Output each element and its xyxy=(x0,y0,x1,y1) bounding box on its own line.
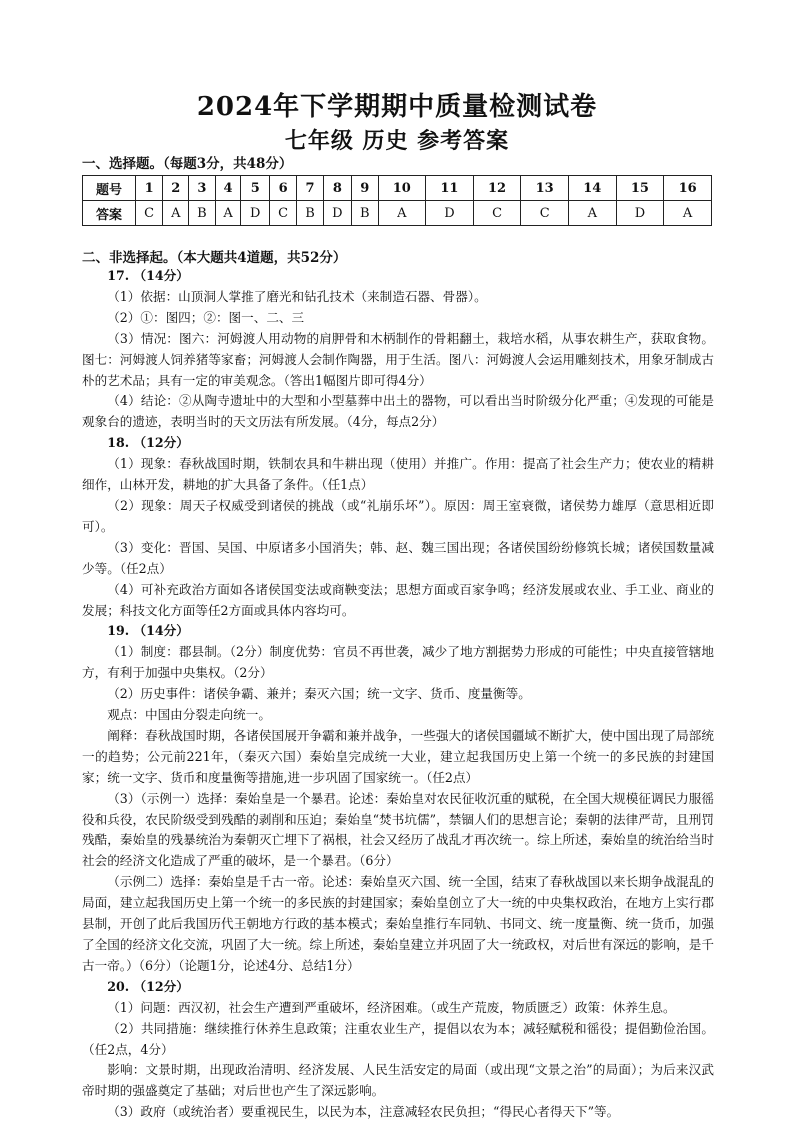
answer-content xyxy=(82,266,714,1123)
row-label-numbers: 题号 xyxy=(83,176,136,201)
section1-heading: 一、选择题。（每题3分，共48分） xyxy=(82,156,293,172)
question-heading: 18. （12分） xyxy=(107,435,189,451)
question-number-cell: 11 xyxy=(426,176,474,201)
question-number-cell: 16 xyxy=(664,176,712,201)
question-number-cell: 3 xyxy=(189,176,215,201)
answer-paragraph: （3）变化：晋国、吴国、中原诸多小国消失；韩、赵、魏三国出现；各诸侯国纷纷修筑长城；诸侯国数量减少等。（任2点） xyxy=(82,539,714,576)
answer-cell: A xyxy=(215,201,241,226)
answer-paragraph: （2）现象：周天子权威受到诸侯的挑战（或“礼崩乐坏”）。原因：周王室衰微，诸侯势力雄厚（意思相近即可）。 xyxy=(82,497,714,534)
answer-paragraph: （1）现象：春秋战国时期，铁制农具和牛耕出现（使用）并推广。作用：提高了社会生产力；使农业的精耕细作，山林开发，耕地的扩大具备了条件。（任1点） xyxy=(82,456,714,493)
section2-heading: 二、非选择起。（本大题共4道题，共52分） xyxy=(82,250,347,266)
answer-paragraph: （2）历史事件：诸侯争霸、兼并；秦灭六国；统一文字、货币、度量衡等。 xyxy=(107,686,531,702)
answer-paragraph: （1）制度：郡县制。（2分）制度优势：官员不再世袭，减少了地方割据势力形成的可能性；中央直接管辖地方，有利于加强中央集权。（2分） xyxy=(82,644,714,681)
question-number-cell: 4 xyxy=(215,176,241,201)
page-subtitle: 七年级 历史 参考答案 xyxy=(284,128,510,154)
answer-cell: A xyxy=(163,201,189,226)
answer-cell: D xyxy=(241,201,270,226)
row-label-answers: 答案 xyxy=(83,201,136,226)
answer-paragraph: 阐释：春秋战国时期，各诸侯国展开争霸和兼并战争，一些强大的诸侯国疆域不断扩大，使中国出现了局部统一的趋势；公元前221年，（秦灭六国）秦始皇完成统一大业，建立起我国历史上第一个统一的多民族的封建国家；统一文字、货币和度量衡等措施,进一步巩固了国家统一。（任2点） xyxy=(82,727,714,785)
question-number-cell: 9 xyxy=(352,176,378,201)
answer-paragraph: （1）依据：山顶洞人掌推了磨光和钻孔技术（来制造石器、骨器）。 xyxy=(107,288,487,304)
answer-paragraph: 观点：中国由分裂走向统一。 xyxy=(107,707,271,723)
answer-cell: C xyxy=(473,201,521,226)
answer-cell: B xyxy=(297,201,323,226)
page-title: 2024年下学期期中质量检测试卷 xyxy=(196,92,598,122)
question-number-cell: 10 xyxy=(378,176,426,201)
question-number-cell: 2 xyxy=(163,176,189,201)
question-number-cell: 15 xyxy=(616,176,664,201)
answer-paragraph: （4）可补充政治方面如各诸侯国变法或商鞅变法；思想方面或百家争鸣；经济发展或农业、手工业、商业的发展；科技文化方面等任2方面或具体内容均可。 xyxy=(82,581,714,618)
question-number-cell: 5 xyxy=(241,176,270,201)
answer-paragraph: （1）问题：西汉初，社会生产遭到严重破坏，经济困难。（或生产荒废，物质匮乏）政策：休养生息。 xyxy=(107,999,676,1015)
answer-cell: D xyxy=(426,201,474,226)
question-number-cell: 1 xyxy=(136,176,163,201)
question-number-cell: 14 xyxy=(569,176,617,201)
answer-paragraph: （3）（示例一）选择：秦始皇是一个暴君。论述：秦始皇对农民征收沉重的赋税，在全国大规模征调民力服徭役和兵役，农民阶级受到残酷的剥削和压迫；秦始皇“焚书坑儒”，禁锢人们的思想言论；秦朝的法律严苛，且刑罚残酷，秦始皇的残暴统治为秦朝灭亡埋下了祸根，社会又经历了战乱才再次统一。综上所述，秦始皇的统治给当时社会的经济文化造成了严重的破坏，是一个暴君。（6分） xyxy=(82,790,714,869)
question-number-cell: 12 xyxy=(473,176,521,201)
answer-cell: A xyxy=(664,201,712,226)
answer-table xyxy=(82,175,712,226)
question-number-cell: 13 xyxy=(521,176,569,201)
answer-cell: B xyxy=(352,201,378,226)
question-heading: 17. （14分） xyxy=(107,268,189,283)
answer-paragraph: （4）结论：②从陶寺遗址中的大型和小型墓葬中出土的器物，可以看出当时阶级分化严重；④发现的可能是观象台的遗迹，表明当时的天文历法有所发展。（4分，每点2分） xyxy=(82,393,714,430)
answer-cell: D xyxy=(616,201,664,226)
answer-paragraph: （3）政府（或统治者）要重视民生，以民为本，注意减轻农民负担；“得民心者得天下”等。 xyxy=(107,1104,620,1120)
answer-paragraph: （2）①：图四；②：图一、二、三 xyxy=(107,309,305,325)
answer-cell: C xyxy=(136,201,163,226)
answer-paragraph: （3）情况：图六：河姆渡人用动物的肩胛骨和木柄制作的骨耜翻土，栽培水稻，从事农耕生产，获取食物。图七：河姆渡人饲养猪等家畜；河姆渡人会制作陶器，用于生活。图八：河姆渡人会运用雕刻技术，用象牙制成古朴的艺术品；具有一定的审美观念。（答出1幅图片即可得4分） xyxy=(82,330,714,388)
answer-cell: B xyxy=(189,201,215,226)
question-number-cell: 8 xyxy=(323,176,352,201)
answer-cell: C xyxy=(521,201,569,226)
answer-cell: C xyxy=(269,201,296,226)
answer-cell: A xyxy=(569,201,617,226)
answer-cell: D xyxy=(323,201,352,226)
table-row-answers xyxy=(83,201,712,226)
answer-paragraph: （2）共同措施：继续推行休养生息政策；注重农业生产，提倡以农为本；减轻赋税和徭役；提倡勤俭治国。（任2点，4分） xyxy=(82,1020,714,1057)
question-number-cell: 6 xyxy=(269,176,296,201)
table-row-numbers xyxy=(83,176,712,201)
question-number-cell: 7 xyxy=(297,176,323,201)
answer-paragraph: （示例二）选择：秦始皇是千古一帝。论述：秦始皇灭六国、统一全国，结束了春秋战国以来长期争战混乱的局面，建立起我国历史上第一个统一的多民族的封建国家；秦始皇创立了大一统的中央集权政治，在地方上实行郡县制，开创了此后我国历代王朝地方行政的基本模式；秦始皇推行车同轨、书同文、统一度量衡、统一货币，加强了全国的经济文化交流，巩固了大一统。综上所述，秦始皇建立并巩固了大一统政权，对后世有深远的影响，是千古一帝。）（6分）（论题1分，论述4分、总结1分） xyxy=(82,874,714,973)
answer-cell: A xyxy=(378,201,426,226)
answer-paragraph: 影响：文景时期，出现政治清明、经济发展、人民生活安定的局面（或出现“文景之治”的局面）；为后来汉武帝时期的强盛奠定了基础；对后世也产生了深远影响。 xyxy=(82,1062,714,1099)
question-heading: 19. （14分） xyxy=(107,623,189,639)
question-heading: 20. （12分） xyxy=(107,978,189,994)
